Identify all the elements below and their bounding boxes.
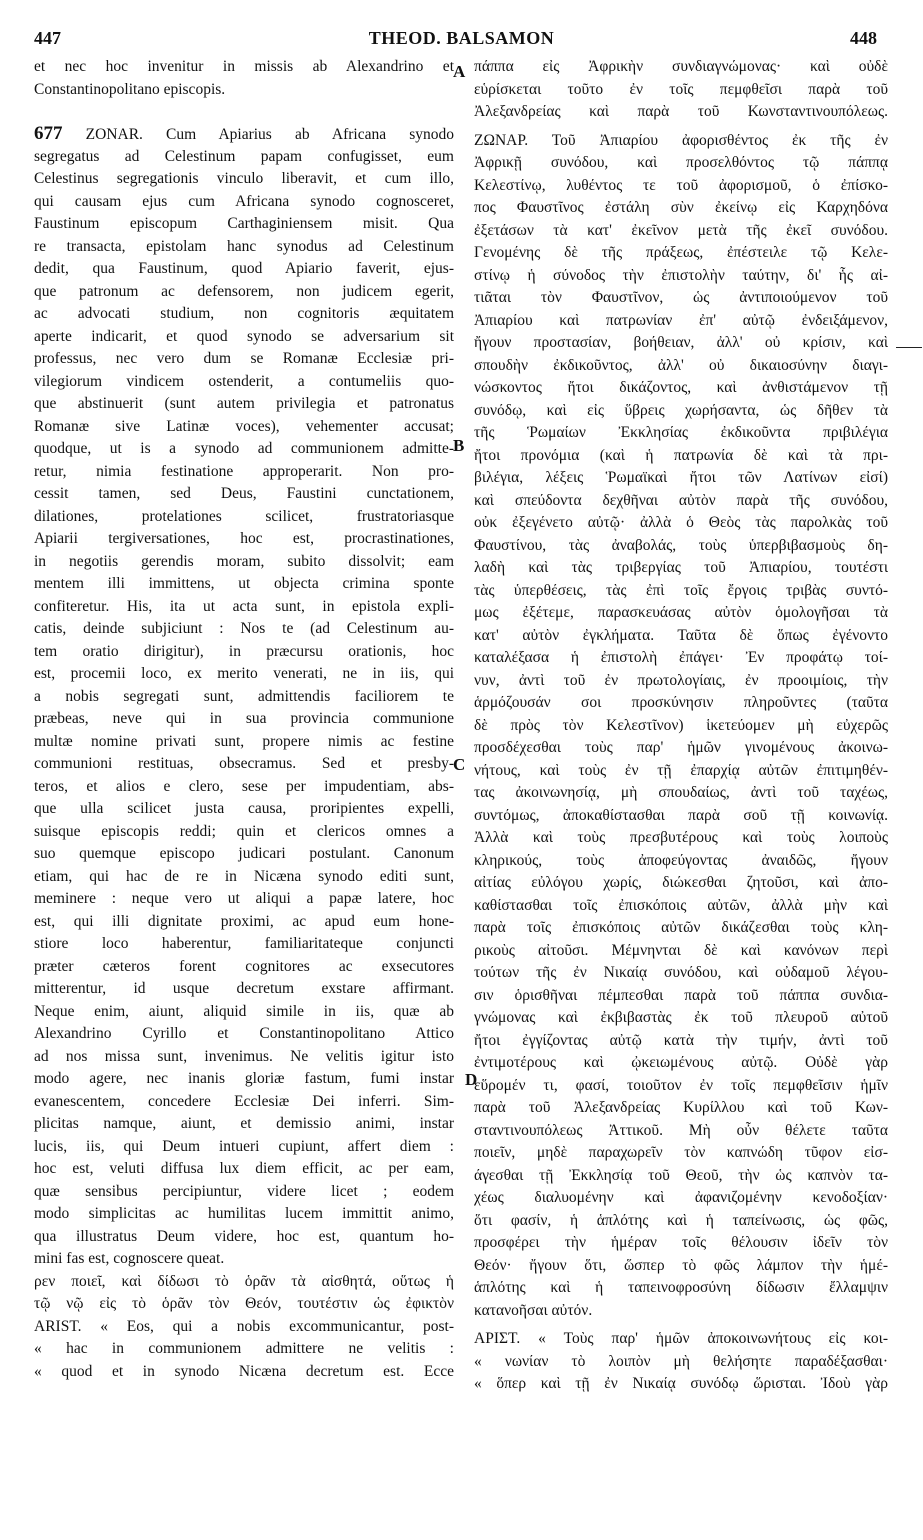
latin-text-line: teros, et alios e clero, sese per impudentiam, abs- <box>34 777 454 795</box>
greek-text-line: τούτων τῆς ἐν Νικαίᾳ συνόδου, καὶ οὐδαμοῦ λέγου- <box>474 964 888 981</box>
greek-text-line: συντόμως, ἀποκαθίστασθαι παρὰ σοῦ τῇ κοινωνίᾳ. <box>474 806 888 824</box>
greek-text-line: Γενομένης δὲ τῆς πράξεως, ἐπέστειλε τῷ Κελε- <box>474 244 888 261</box>
latin-text-line: vilegiorum vindicem ostenderit, a contumeliis quo- <box>34 372 454 390</box>
greek-text-line: ποιεῖν, μηδὲ παραχωρεῖν τὸν καπνώδη τῦφον εἰσ- <box>474 1144 888 1161</box>
greek-text-line: σπουδὴν ἐκδικοῦντος, ἀλλ' οὐ δικαιοσύνην διαγι- <box>474 356 888 374</box>
greek-text-line: καθίστασθαι τοῖς ἐπισκόποις αὐτῶν, ἀλλὰ μὴν καὶ <box>474 896 888 914</box>
latin-text-line: ad nos missa sunt, invenimus. Ne velitis igitur isto <box>34 1047 454 1065</box>
latin-column <box>34 56 454 1383</box>
greek-text-line: ἤγουν προστασίαν, βοήθειαν, ἀλλ' οὐ κρίσιν, καὶ <box>474 334 888 351</box>
latin-arist-line: ARIST. « Eos, qui a nobis excommunicantur, post- <box>34 1317 454 1335</box>
latin-text-line: mentem illi immittens, ut objecta crimina sponte <box>34 575 454 592</box>
greek-text-line: χέως διαλυομένην καὶ ἀφανιζομένην κενοδοξίαν· <box>474 1189 888 1206</box>
latin-text-line: meminere : neque vero ut aliqui a papæ latere, hoc <box>34 890 454 907</box>
latin-text-line: Constantinopolitano episcopis. <box>34 80 226 98</box>
latin-text-line: suisque episcopis reddi; quin et clericos omnes a <box>34 822 454 840</box>
latin-text-line: Apiarii tergiversationes, hoc est, procrastinationes, <box>34 530 454 547</box>
running-title: THEOD. BALSAMON <box>368 28 555 48</box>
latin-text-line: que patronum ac defensorem, non judicem egerit, <box>34 282 454 300</box>
latin-text-line: segregatus ad Celestinum papam confugisset, eum <box>34 147 454 165</box>
latin-zonar-paragraph <box>34 146 454 1271</box>
greek-arist-line: « νωνίαν τὸ λοιπὸν μὴ θελήσητε παραδέξασθαι· <box>474 1352 888 1370</box>
greek-text-line: νώσκοντος ἤτοι δικάζοντος, καὶ ἀνθιστάμενον τῇ <box>474 379 888 396</box>
latin-text-line: Alexandrino Cyrillo et Constantinopolitano Attico <box>34 1025 454 1042</box>
margin-marker-b: B <box>453 436 465 455</box>
greek-text-line: λαδὴ καὶ τὰς τριβεργίας τοῦ Ἀπιαρίου, τουτέστι <box>474 559 888 576</box>
latin-text-line: confiteretur. His, ita ut acta sunt, in epistola expli- <box>34 597 454 615</box>
greek-text-line: κατανοῆσαι αὐτόν. <box>474 1301 593 1319</box>
greek-text-line: τῆς Ῥωμαίων Ἐκκλησίας ἐκδικοῦντα πριβιλέγια <box>474 424 888 441</box>
greek-text-line: πος Φαυστῖνος ἐστάλη σὺν ἐκείνῳ εἰς Καρχηδόνα <box>474 199 888 216</box>
latin-arist-line: « quod et in synodo Nicæna decretum est. Ecce <box>34 1362 454 1380</box>
greek-text-line: Ἀφρικῇ συνόδου, καὶ προσελθόντος τῷ πάππᾳ <box>474 154 888 171</box>
greek-text-line: οὐκ ἐξεγένετο αὐτῷ· ἀλλὰ ὁ Θεὸς τὰς παρολκὰς τοῦ <box>474 514 888 531</box>
greek-text-line: αἰτίας εὐλόγου χωρίς, διώκεσθαι ζητοῦσι, καὶ ἀπο- <box>474 874 888 891</box>
latin-text-line: dedit, qua Faustinum, quod Apiario faverit, ejus- <box>34 260 454 277</box>
greek-text-line: Ἀλλὰ καὶ τοὺς πρεσβυτέρους καὶ τοὺς λοιποὺς <box>474 829 888 846</box>
latin-text-line: etiam, qui hac de re in Nicæna synodo editi sunt, <box>34 867 454 885</box>
page-number-right: 448 <box>850 28 877 48</box>
latin-text-line: plicitas namque, aiunt, et demissio animi, instar <box>34 1115 454 1132</box>
latin-text-line: multæ nomine privati sunt, propere nimis ac festine <box>34 732 454 750</box>
greek-text-line: ἁπλότης καὶ ἡ ταπεινοφροσύνη δίδωσιν ἔλλαμψιν <box>474 1279 888 1296</box>
latin-text-line: Romanæ sive Latinæ voces), vehementer accusat; <box>34 417 454 435</box>
latin-text-line: catis, deinde subjiciunt : Nos te (ad Celestinum au- <box>34 620 454 637</box>
latin-arist-paragraph <box>34 1316 454 1384</box>
greek-text-line: άγεσθαι τῇ Ἐκκλησίᾳ τοῦ Θεοῦ, τὴν ὡς καπνὸν τα- <box>474 1166 888 1184</box>
greek-text-line: ρικοὺς αἰτοῦσι. Μέμνηνται δὲ καὶ κανόνων περὶ <box>474 941 888 959</box>
latin-text-line: qua illustratus Deum videre, hoc est, quantum ho- <box>34 1227 454 1245</box>
latin-text-line: stiore loco haberentur, familiaritateque conjuncti <box>34 935 454 952</box>
latin-text-line: Faustinum episcopum Carthaginiensem misit. Qua <box>34 215 454 232</box>
latin-text-line: quæ sensibus percipiuntur, videre licet ; eodem <box>34 1182 454 1200</box>
greek-zonar-paragraph <box>474 130 888 1323</box>
latin-zonar-heading-line <box>34 123 454 146</box>
latin-top-paragraph <box>34 56 454 101</box>
margin-marker-d: D <box>465 1070 478 1089</box>
greek-text-line: σταντινουπόλεως Ἀττικοῦ. Μὴ οὖν θέλετε ταῦτα <box>474 1121 888 1139</box>
latin-text-line: dilationes, protelationes scilicet, frustratoriasque <box>34 507 454 525</box>
greek-text-line: ἤτοι ἐγγίζοντας αὐτῷ κατὰ τὴν τιμήν, ἀντὶ τοῦ <box>474 1031 888 1049</box>
greek-arist-line: ΑΡΙΣΤ. « Τοὺς παρ' ἡμῶν ἀποκοινωνήτους εἰς κοι- <box>474 1330 888 1347</box>
latin-text-line: est, qui illi dignitate proximi, ac apud eum hone- <box>34 912 454 930</box>
greek-text-line: καταλέξασα ἡ ἐπιστολὴ ἐπάγει· Ἐν προφάτῳ τοί- <box>474 649 888 666</box>
greek-text-line: ἐντιμοτέρους καὶ ᾠκειωμένους αὐτῷ. Οὐδὲ γὰρ <box>474 1054 888 1071</box>
latin-text-line: quodque, ut is a synodo ad communionem admitte- <box>34 440 454 457</box>
latin-text-line: que abstinuerit (sunt autem privilegia et patronatus <box>34 395 454 412</box>
greek-text-line: δὲ πρὸς τὸν Κελεστῖνον) ἱκετεύομεν μὴ εὐχερῶς <box>474 716 888 734</box>
greek-text-line: εὑρίσκεται τοῦτο ἐν τοῖς πεμφθεῖσι παρὰ τοῦ <box>474 80 888 98</box>
greek-arist-line: « ὅπερ καὶ τῇ ἐν Νικαίᾳ συνόδῳ ὥρισται. Ἰδοὺ γὰρ <box>474 1375 888 1392</box>
latin-text-line: ac advocati studium, non cognitoris æquitatem <box>34 305 454 322</box>
latin-text-line: evanescentem, concedere Ecclesiæ Dei inferri. Sim- <box>34 1092 454 1110</box>
greek-text-line: Κελεστίνῳ, λυθέντος τε τοῦ ἀφορισμοῦ, ὁ ἐπίσκο- <box>474 176 888 194</box>
greek-text-line: ἁρμόζουσάν σοι προσκύνησιν πληροῦντες (ταῦτα <box>474 694 888 711</box>
latin-text-line: modo simplicitas ac humilitas lucem immittit animo, <box>34 1205 454 1222</box>
latin-text-line: Celestinus segregationis vinculo liberavit, et cum illo, <box>34 170 454 187</box>
greek-text-line: παρὰ τοῦ Ἀλεξανδρείας Κυρίλλου καὶ τοῦ Κων- <box>474 1099 888 1116</box>
greek-text-line: νήτους, καὶ τοὺς ἐν τῇ ἐπαρχίᾳ αὐτῶν ἐπιτιμηθέν- <box>474 761 888 779</box>
greek-top-paragraph <box>474 56 888 124</box>
latin-text-line: a nobis segregati sunt, admittendis faciliorem te <box>34 687 454 705</box>
latin-text-line: hoc est, veluti diffusa lux diem efficit, ac per eam, <box>34 1160 454 1177</box>
latin-text-line: communioni restituas, obsecramus. Sed et presby- <box>34 755 454 772</box>
latin-text-line: aperte indicarit, et quod synodo se adversarium sit <box>34 327 454 345</box>
latin-greek-line: τῷ νῷ εἰς τὸ ὁρᾶν τὸν Θεόν, τουτέστιν ὡς ἐφικτὸν <box>34 1295 454 1312</box>
greek-text-line: παρὰ τοῖς ἐπισκόποις αὐτῶν δικάζεσθαι τοὺς κλη- <box>474 919 888 936</box>
greek-text-line: νυν, ἀντὶ τοῦ ἐν πρωτολογίαις, ἐν προοιμίοις, τὴν <box>474 671 888 689</box>
greek-arist-paragraph <box>474 1328 888 1396</box>
greek-text-line: κατ' αὐτὸν ἐγκλήματα. Ταῦτα δὲ ὅπως ἐγένοντο <box>474 626 888 644</box>
latin-text-line: tem oratio dirigitur), in præcursu orationis, hoc <box>34 642 454 660</box>
greek-text-line: Θεόν· ἤγουν ὅτι, ὥσπερ τὸ φῶς λάμπον τὴν ἡμέ- <box>474 1256 888 1274</box>
greek-text-line: σιν ὁρισθῆναι πέμπεσθαι παρὰ τοῦ πάππα συνδια- <box>474 986 888 1004</box>
greek-text-line: εὕρομέν τι, φασί, τοιοῦτον ἐν τοῖς πεμφθεῖσιν ἡμῖν <box>474 1076 888 1094</box>
greek-text-line: ἐξετάσων τὰ κατ' ἐκεῖνον μετὰ τῆς ἐκεῖ συνόδου. <box>474 221 888 239</box>
section-number: 677 <box>34 123 63 144</box>
latin-text-line: Neque enim, aiunt, aliquid simile in iis, quæ ab <box>34 1002 454 1020</box>
latin-text-line: suo quemque episcopo judicari postulant. Canonum <box>34 845 454 862</box>
latin-text-line: præbeas, neve qui in sua provincia communione <box>34 710 454 727</box>
latin-text-line: professus, nec vero dum se Romanæ Ecclesiæ pri- <box>34 350 454 367</box>
latin-text-line: præter cæteros forent cognitores ac exsecutores <box>34 957 454 975</box>
greek-text-line: Ἀπιαρίου καὶ πατρωνίαν ἐπ' αὐτῷ ἐνδειξάμενον, <box>474 311 888 329</box>
greek-text-line: κληρικούς, τοὺς ἀποφεύγοντας ἀναιδῶς, ἤγουν <box>474 851 888 869</box>
greek-text-line: τὰς ὑπερθέσεις, τὰς ἐπὶ τοῖς ἔργοις τριβὰς συντό- <box>474 581 888 599</box>
latin-greek-tail <box>34 1271 454 1316</box>
greek-text-line: τιᾶται τὸν Φαυστῖνον, ὡς ἀντιποιούμενον τοῦ <box>474 289 888 306</box>
page-number-left: 447 <box>34 28 61 48</box>
greek-text-line: καὶ σπεύδοντα δεχθῆναι αὐτὸν παρὰ τῆς συνόδου, <box>474 491 888 509</box>
latin-text-line: re transacta, epistolam hanc synodus ad Celestinum <box>34 237 454 255</box>
margin-marker-c: C <box>453 755 466 774</box>
greek-text-line: ἤτοι προνόμια (καὶ ἡ πατρωνία δὲ καὶ τὰ πρι- <box>474 446 888 464</box>
greek-text-line: ὅτι φασίν, ἡ ἁπλότης καὶ ἡ ταπείνωσις, ὡς φῶς, <box>474 1211 888 1229</box>
latin-text-line: mitterentur, id usque decretum exstare affirmant. <box>34 980 454 997</box>
greek-text-line: συνόδῳ, καὶ εἰς ὕβρεις χωρήσαντα, ὡς δῆθεν τὰ <box>474 401 888 419</box>
margin-rule <box>896 347 922 348</box>
greek-text-line: Φαυστίνου, τὰς ἀναβολάς, τοὺς ὑπερβιβασμοὺς δη- <box>474 536 888 554</box>
latin-text-line: retur, nimia festinatione approperarit. Non pro- <box>34 462 454 480</box>
greek-text-line: στίνῳ ἡ σύνοδος τὴν ἐπιστολὴν ταύτην, δι' ἧς αἰ- <box>474 266 888 284</box>
greek-text-line: βιλέγια, λέξεις Ῥωμαϊκαὶ ἤτοι τῶν Λατίνων εἰσί) <box>474 469 888 486</box>
greek-text-line: μως ἐξέτεμε, παρασκευάσας αὐτὸν ὁμολογῆσαι τὰ <box>474 604 888 621</box>
greek-column <box>474 56 888 1396</box>
greek-text-line: τας ἀκοινωνησίᾳ, μὴ σπουδαίως, ἀντὶ τοῦ ταχέως, <box>474 784 888 801</box>
latin-text-line: in negotiis gerendis moram, subito dissolvit; eam <box>34 552 454 570</box>
latin-text-line: lucis, iis, qui Deum intueri cupiunt, affert diem : <box>34 1137 454 1155</box>
greek-text-line: γνώμονας καὶ ἐκβιβαστὰς ἐκ τοῦ πλευροῦ αὐτοῦ <box>474 1009 888 1026</box>
latin-text-line: que ulla scilicet justa causa, proripientes expelli, <box>34 800 454 817</box>
latin-text-line: qui causam ejus cum Africana synodo cognosceret, <box>34 192 454 210</box>
latin-text-line: mini fas est, cognoscere queat. <box>34 1250 225 1267</box>
latin-text-line: et nec hoc invenitur in missis ab Alexandrino et <box>34 58 454 75</box>
latin-text-line: cessit tamen, sed Deus, Faustini cunctationem, <box>34 485 454 502</box>
greek-text-line: προσφέρει τὴν ἡμέραν τοῖς θέλουσιν ἰδεῖν τὸν <box>474 1234 888 1251</box>
greek-text-line: πάππα εἰς Ἀφρικὴν συνδιαγνώμονας· καὶ οὐδὲ <box>474 58 888 75</box>
margin-marker-a: A <box>453 62 466 81</box>
latin-text-line: modo agere, nec inanis gloriæ fastum, fumi instar <box>34 1070 454 1087</box>
greek-text-line: προσδέχεσθαι τοὺς παρ' ἡμῶν γινομένους ἀκοινω- <box>474 739 888 756</box>
latin-text-line: est, procemii loco, ex merito venerati, ne in iis, qui <box>34 665 454 682</box>
greek-text-line: Ἀλεξανδρείας καὶ παρὰ τοῦ Κωνσταντινουπόλεως. <box>474 103 888 120</box>
latin-zonar-first-line: ZONAR. Cum Apiarius ab Africana synodo <box>85 126 454 143</box>
greek-text-line: ΖΩΝΑΡ. Τοῦ Ἀπιαρίου ἀφορισθέντος ἐκ τῆς ἐν <box>474 131 888 149</box>
latin-greek-line: ρεν ποιεῖ, καὶ δίδωσι τὸ ὁρᾶν τὰ αἰσθητά, οὕτως ἡ <box>34 1272 454 1290</box>
latin-arist-line: « hac in communionem admittere ne velitis : <box>34 1340 454 1357</box>
